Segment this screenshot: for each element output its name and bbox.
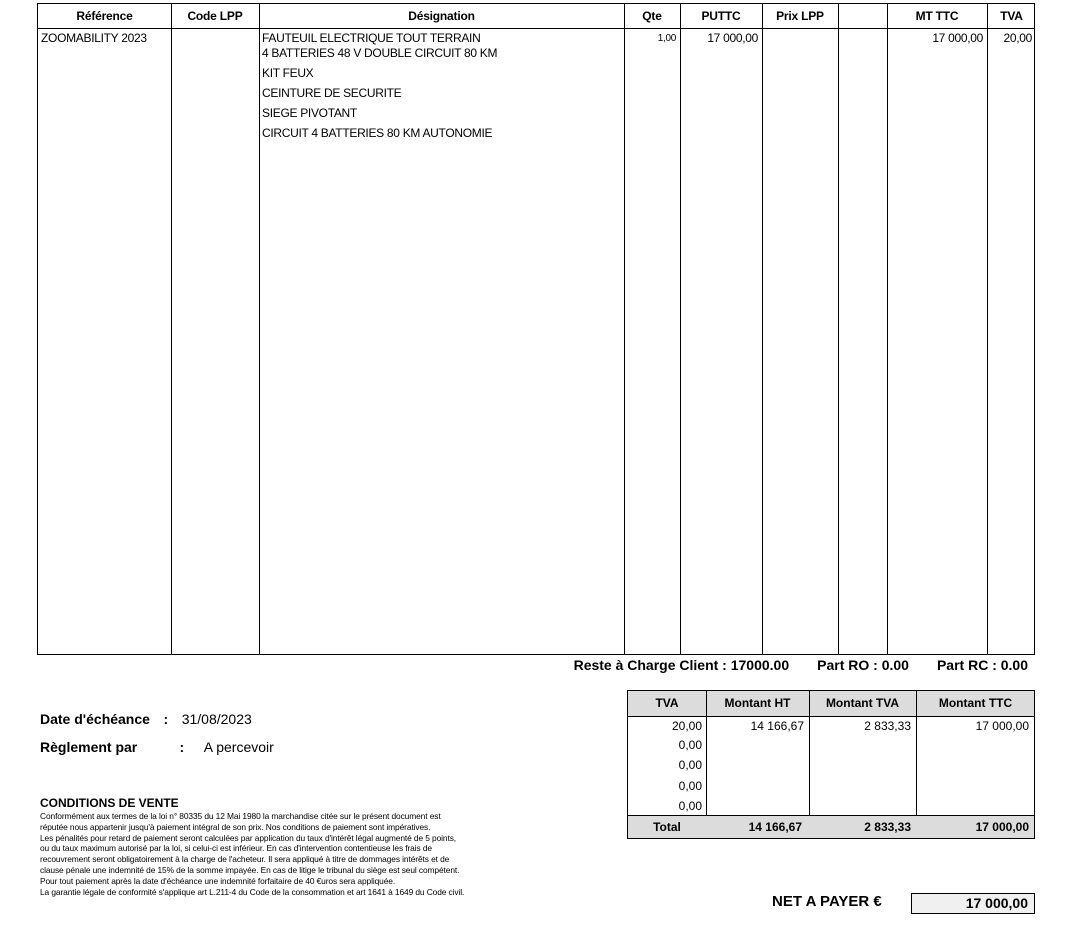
- conditions-line: recouvrement seront obligatoirement à la charge de l'acheteur. Il sera appliqué à titre de dommages intérêts et de: [40, 854, 450, 865]
- column-divider: [838, 4, 839, 654]
- vat-header-ht: Montant HT: [724, 696, 791, 710]
- vat-header-tva-amount: Montant TVA: [825, 696, 900, 710]
- part-ro: Part RO : 0.00: [817, 657, 909, 673]
- vat-total-row: [628, 815, 1034, 838]
- items-table-header: [38, 4, 1034, 29]
- designation-line: FAUTEUIL ELECTRIQUE TOUT TERRAIN: [262, 31, 481, 45]
- header-puttc: PUTTC: [701, 9, 741, 23]
- reste-a-charge: Reste à Charge Client : 17000.00: [573, 657, 790, 673]
- payment-method: [40, 739, 274, 755]
- vat-rate: 0,00: [678, 779, 702, 793]
- due-date-colon: :: [163, 711, 169, 727]
- column-divider: [259, 4, 260, 654]
- due-date: [40, 711, 252, 727]
- vat-rate: 0,00: [678, 799, 702, 813]
- column-divider: [680, 4, 681, 654]
- payment-value: A percevoir: [203, 739, 274, 755]
- column-divider: [624, 4, 625, 654]
- column-divider: [987, 4, 988, 654]
- due-date-value: 31/08/2023: [181, 711, 252, 727]
- vat-rate: 0,00: [678, 738, 702, 752]
- conditions-line: clause pénale une indemnité de 15% de la somme impayée. En cas de litige le tribunal du siège est seul compétent.: [40, 864, 460, 875]
- header-tva: TVA: [1000, 9, 1023, 23]
- header-prix-lpp: Prix LPP: [776, 9, 824, 23]
- row-designation: [262, 31, 622, 141]
- header-blank: [838, 4, 887, 28]
- payment-colon: :: [179, 739, 185, 755]
- conditions-line: La garantie légale de conformité s'applique art L.211-4 du Code de la consommation et art 1641 à 1649 du Code civil.: [40, 886, 465, 897]
- header-code-lpp: Code LPP: [187, 9, 243, 23]
- vat-header-tva: TVA: [655, 696, 679, 710]
- header-qte: Qte: [642, 9, 662, 23]
- vat-rate: 20,00: [671, 719, 702, 733]
- charge-summary: [574, 655, 1028, 675]
- conditions-title: CONDITIONS DE VENTE: [40, 796, 179, 810]
- row-qte: 1,00: [657, 33, 676, 44]
- conditions-line: ou du taux maximum autorisé par la loi, si celui-ci est inférieur. En cas d'intervention contentieuse les frais de: [40, 843, 432, 854]
- items-table: [37, 3, 1035, 655]
- conditions-line: Conformément aux termes de la loi n° 80335 du 12 Mai 1980 la marchandise citée sur le présent document est: [40, 811, 441, 821]
- vat-total-label: Total: [653, 820, 681, 834]
- part-rc: Part RC : 0.00: [936, 657, 1028, 673]
- vat-ttc: 17 000,00: [975, 719, 1029, 733]
- conditions-line: réputée nous appartenir jusqu'à paiement intégral de son prix. Nos conditions de paiement sont impératives.: [40, 821, 431, 832]
- net-a-payer-value: 17 000,00: [911, 893, 1035, 914]
- column-divider: [171, 4, 172, 654]
- vat-table-header: [628, 691, 1034, 717]
- vat-ht: 14 166,67: [750, 719, 804, 733]
- designation-line: KIT FEUX: [262, 66, 314, 80]
- vat-total-ht: 14 166,67: [748, 820, 802, 834]
- header-designation: Désignation: [408, 9, 475, 23]
- conditions-text: [40, 811, 640, 897]
- column-divider: [762, 4, 763, 654]
- designation-line: SIEGE PIVOTANT: [262, 106, 357, 120]
- vat-amount: 2 833,33: [864, 719, 911, 733]
- conditions-line: Les pénalités pour retard de paiement seront calculées par application du taux d'intérêt légal augmenté de 5 points,: [40, 832, 457, 843]
- designation-line: 4 BATTERIES 48 V DOUBLE CIRCUIT 80 KM: [262, 46, 498, 60]
- payment-label: Règlement par: [40, 739, 138, 755]
- conditions-line: Pour tout paiement après la date d'échéance une indemnité forfaitaire de 40 €uros sera appliquée.: [40, 875, 396, 886]
- due-date-label: Date d'échéance: [40, 711, 150, 727]
- row-reference: ZOOMABILITY 2023: [41, 31, 147, 45]
- vat-table: [627, 690, 1035, 839]
- row-mt-ttc: 17 000,00: [932, 31, 983, 45]
- vat-total-ttc: 17 000,00: [975, 820, 1029, 834]
- net-a-payer-label: NET A PAYER €: [772, 893, 882, 910]
- column-divider: [887, 4, 888, 654]
- vat-rate: 0,00: [678, 758, 702, 772]
- row-puttc: 17 000,00: [707, 31, 758, 45]
- row-tva: 20,00: [1003, 31, 1032, 45]
- header-reference: Référence: [76, 9, 133, 23]
- designation-line: CIRCUIT 4 BATTERIES 80 KM AUTONOMIE: [262, 126, 493, 140]
- header-mt-ttc: MT TTC: [915, 9, 959, 23]
- vat-header-ttc: Montant TTC: [938, 696, 1013, 710]
- vat-total-tva: 2 833,33: [864, 820, 911, 834]
- designation-line: CEINTURE DE SECURITE: [262, 86, 402, 100]
